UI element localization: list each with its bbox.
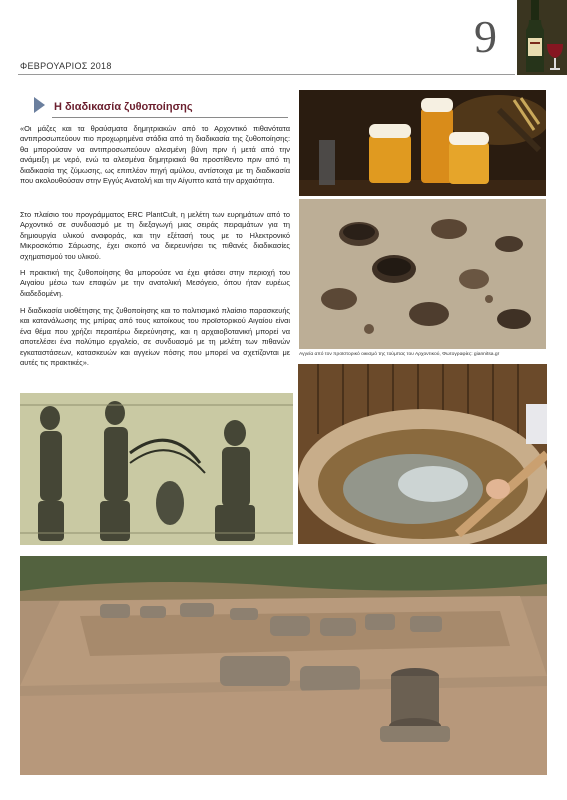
section-title: Η διαδικασία ζυθοποίησης <box>54 101 193 113</box>
body-paragraph: «Οι μάζες και τα θραύσματα δημητριακών από το Αρχοντικό πιθανότατα αντιπροσωπεύουν πιο προχωρημένα στάδια από τη διαδικασία της ζυθοποίησης: θα μπορούσαν να αντιπροσωπεύουν αλεσμένη βύνη πριν ή μετά από την ανάμειξη με νερό, ενώ τα αλεσμένα δημητριακά θα προστίθεντο πριν από τη διαδικασία της ζύμωσης, ως επιπλέον πηγή αμύλου, αντίστοιχα με τη διαδικασία που ακολουθούσαν στην Εγγύς Ανατολή και την Αίγυπτο κατά την αρχαιότητα. <box>20 124 290 186</box>
photo-caption: Αγγεία από τον προϊστορικό οικισμό της τούμπας του Αρχοντικού, Φωτογραφίες: giannitsa.gr <box>299 352 500 357</box>
header-divider <box>18 74 515 75</box>
excavation-ruins-photo <box>20 556 547 775</box>
ancient-relief-photo <box>20 393 293 545</box>
section-arrow-icon <box>34 97 45 113</box>
body-paragraph: Η διαδικασία υιοθέτησης της ζυθοποίησης και το πολιτισμικό πλαίσιο παρασκευής και κατανάλωσης της μπίρας από τους κατοίκους του προϊστορικού Αιγαίου είναι ένα θέμα που χρήζει περαιτέρω διερεύνησης, και η αρχαιοβοτανική μπορεί να αποτελέσει ένα πολύτιμο εργαλείο, σε συνδυασμό με τη μελέτη των πιθανών εγκαταστάσεων, κατασκευών και αγγείων πόσης που μπορεί να σχετίζονται με αυτές τις πρακτικές». <box>20 306 290 368</box>
body-paragraph: Η πρακτική της ζυθοποίησης θα μπορούσε να έχει φτάσει στην περιοχή του Αιγαίου μέσω των επαφών με την ανατολική Μεσόγειο, όπου ήταν ευρέως διαδεδομένη. <box>20 268 290 298</box>
excavated-vessels-photo <box>299 199 546 349</box>
body-paragraph: Στο πλαίσιο του προγράμματος ERC PlantCult, η μελέτη των ευρημάτων από το Αρχοντικό σε συνδυασμό με τη διεξαγωγή μιας σειράς πειραμάτων για τη δημιουργία υλικού αναφοράς, και την εξέτασή τους με το Ηλεκτρονικό Μικροσκόπιο Σάρωσης, έχει σκοπό να διερευνήσει τις πιθανές διαδικασίες σχηματισμού του υλικού. <box>20 210 290 261</box>
title-underline <box>52 117 288 118</box>
page-number: 9 <box>474 11 497 62</box>
beer-mugs-photo <box>299 90 546 196</box>
wine-bottle-image <box>517 0 567 75</box>
issue-date: ΦΕΒΡΟΥΑΡΙΟΣ 2018 <box>20 61 112 71</box>
brewing-vat-photo <box>298 364 547 544</box>
